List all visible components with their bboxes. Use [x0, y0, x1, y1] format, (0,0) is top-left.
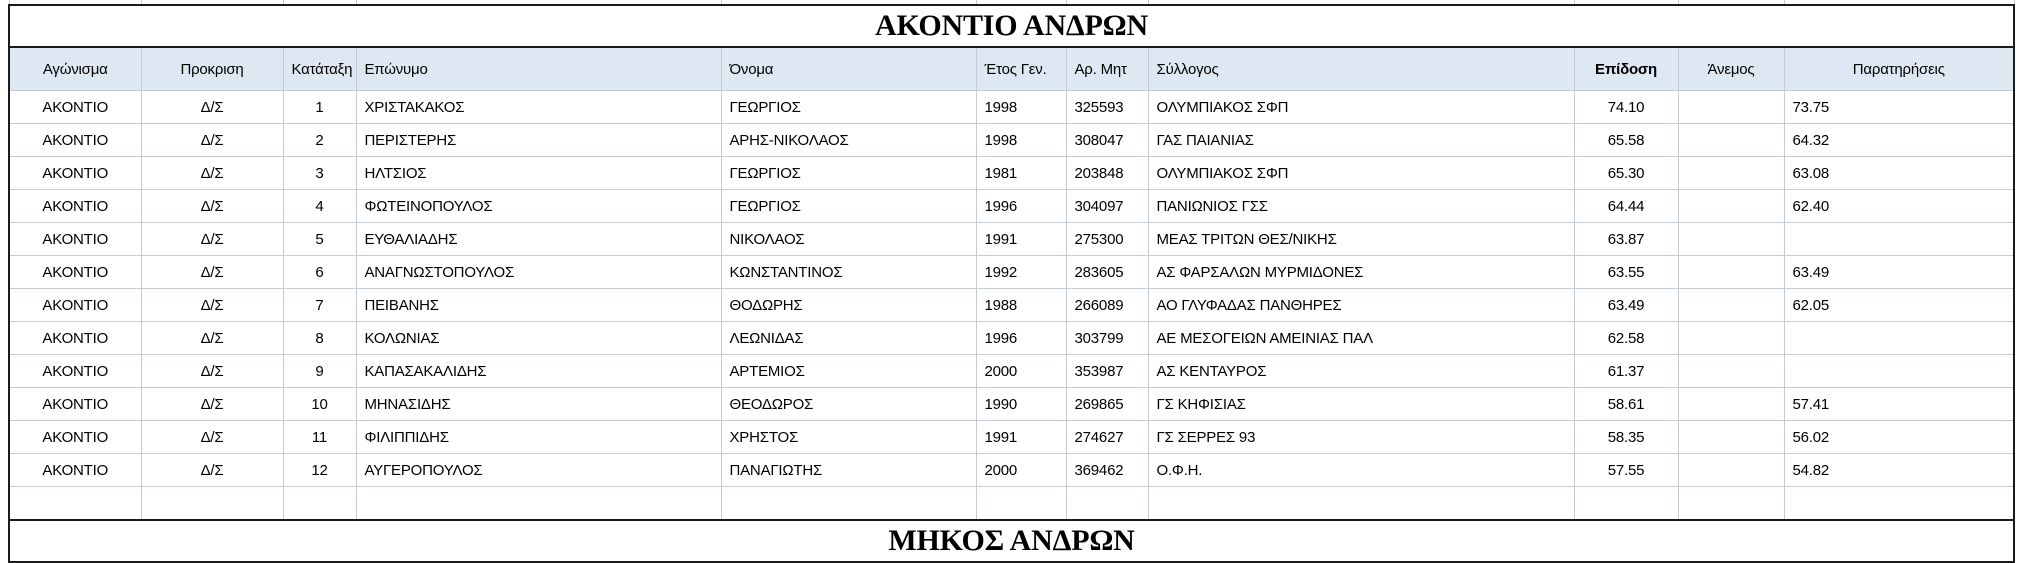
cell-event: ΑΚΟΝΤΙΟ [9, 388, 141, 421]
cell-firstname: ΑΡΗΣ-ΝΙΚΟΛΑΟΣ [721, 124, 976, 157]
column-header-rank: Κατάταξη [283, 47, 356, 91]
cell-club: ΑΟ ΓΛΥΦΑΔΑΣ ΠΑΝΘΗΡΕΣ [1148, 289, 1574, 322]
cell-qual: Δ/Σ [141, 388, 283, 421]
cell-qual: Δ/Σ [141, 355, 283, 388]
cell-surname: ΕΥΘΑΛΙΑΔΗΣ [356, 223, 721, 256]
cell-year: 1981 [976, 157, 1066, 190]
cell-notes [1784, 355, 2014, 388]
empty-row-cell [1574, 487, 1678, 521]
cell-firstname: ΘΟΔΩΡΗΣ [721, 289, 976, 322]
cell-reg: 303799 [1066, 322, 1148, 355]
cell-event: ΑΚΟΝΤΙΟ [9, 322, 141, 355]
cell-firstname: ΚΩΝΣΤΑΝΤΙΝΟΣ [721, 256, 976, 289]
cell-reg: 304097 [1066, 190, 1148, 223]
cell-rank: 11 [283, 421, 356, 454]
empty-row-cell [356, 487, 721, 521]
cell-qual: Δ/Σ [141, 289, 283, 322]
cell-surname: ΦΩΤΕΙΝΟΠΟΥΛΟΣ [356, 190, 721, 223]
cell-rank: 5 [283, 223, 356, 256]
cell-wind [1678, 157, 1784, 190]
cell-wind [1678, 223, 1784, 256]
section-title-row [9, 5, 2014, 47]
cell-notes [1784, 322, 2014, 355]
cell-year: 2000 [976, 454, 1066, 487]
cell-rank: 3 [283, 157, 356, 190]
cell-perf: 62.58 [1574, 322, 1678, 355]
result-row [9, 91, 2014, 124]
cell-notes [1784, 223, 2014, 256]
cell-firstname: ΠΑΝΑΓΙΩΤΗΣ [721, 454, 976, 487]
cell-event: ΑΚΟΝΤΙΟ [9, 124, 141, 157]
cell-firstname: ΘΕΟΔΩΡΟΣ [721, 388, 976, 421]
cell-reg: 308047 [1066, 124, 1148, 157]
cell-notes: 64.32 [1784, 124, 2014, 157]
cell-reg: 369462 [1066, 454, 1148, 487]
cell-firstname: ΝΙΚΟΛΑΟΣ [721, 223, 976, 256]
cell-qual: Δ/Σ [141, 223, 283, 256]
cell-surname: ΚΑΠΑΣΑΚΑΛΙΔΗΣ [356, 355, 721, 388]
cell-qual: Δ/Σ [141, 190, 283, 223]
table-header-row [9, 47, 2014, 91]
cell-club: ΓΣ ΣΕΡΡΕΣ 93 [1148, 421, 1574, 454]
cell-qual: Δ/Σ [141, 454, 283, 487]
cell-rank: 9 [283, 355, 356, 388]
cell-perf: 57.55 [1574, 454, 1678, 487]
cell-event: ΑΚΟΝΤΙΟ [9, 223, 141, 256]
empty-row-cell [1678, 487, 1784, 521]
next-section-title-row [9, 520, 2014, 562]
cell-notes: 63.08 [1784, 157, 2014, 190]
result-row [9, 256, 2014, 289]
cell-reg: 275300 [1066, 223, 1148, 256]
cell-perf: 63.55 [1574, 256, 1678, 289]
cell-year: 1991 [976, 223, 1066, 256]
cell-rank: 10 [283, 388, 356, 421]
cell-reg: 203848 [1066, 157, 1148, 190]
cell-club: ΓΣ ΚΗΦΙΣΙΑΣ [1148, 388, 1574, 421]
results-table [8, 0, 2015, 563]
cell-perf: 65.30 [1574, 157, 1678, 190]
cell-perf: 58.35 [1574, 421, 1678, 454]
empty-row-cell [976, 487, 1066, 521]
cell-notes: 62.05 [1784, 289, 2014, 322]
result-row [9, 355, 2014, 388]
cell-notes: 56.02 [1784, 421, 2014, 454]
cell-year: 1991 [976, 421, 1066, 454]
result-row [9, 157, 2014, 190]
cell-perf: 63.49 [1574, 289, 1678, 322]
cell-wind [1678, 421, 1784, 454]
cell-firstname: ΑΡΤΕΜΙΟΣ [721, 355, 976, 388]
cell-event: ΑΚΟΝΤΙΟ [9, 256, 141, 289]
cell-surname: ΑΝΑΓΝΩΣΤΟΠΟΥΛΟΣ [356, 256, 721, 289]
cell-firstname: ΓΕΩΡΓΙΟΣ [721, 190, 976, 223]
cell-club: ΟΛΥΜΠΙΑΚΟΣ ΣΦΠ [1148, 91, 1574, 124]
column-header-surname: Επώνυμο [356, 47, 721, 91]
column-header-year: Έτος Γεν. [976, 47, 1066, 91]
result-row [9, 388, 2014, 421]
cell-year: 1992 [976, 256, 1066, 289]
cell-surname: ΗΛΤΣΙΟΣ [356, 157, 721, 190]
column-header-qual: Προκριση [141, 47, 283, 91]
cell-qual: Δ/Σ [141, 256, 283, 289]
cell-firstname: ΛΕΩΝΙΔΑΣ [721, 322, 976, 355]
cell-wind [1678, 124, 1784, 157]
cell-firstname: ΓΕΩΡΓΙΟΣ [721, 157, 976, 190]
result-row [9, 289, 2014, 322]
cell-wind [1678, 190, 1784, 223]
cell-wind [1678, 388, 1784, 421]
cell-notes: 63.49 [1784, 256, 2014, 289]
cell-year: 1996 [976, 190, 1066, 223]
cell-rank: 12 [283, 454, 356, 487]
cell-perf: 58.61 [1574, 388, 1678, 421]
cell-event: ΑΚΟΝΤΙΟ [9, 157, 141, 190]
cell-qual: Δ/Σ [141, 322, 283, 355]
empty-row-cell [283, 487, 356, 521]
cell-year: 1988 [976, 289, 1066, 322]
cell-perf: 61.37 [1574, 355, 1678, 388]
cell-rank: 2 [283, 124, 356, 157]
empty-row-cell [1148, 487, 1574, 521]
column-header-club: Σύλλογος [1148, 47, 1574, 91]
cell-club: ΑΣ ΦΑΡΣΑΛΩΝ ΜΥΡΜΙΔΟΝΕΣ [1148, 256, 1574, 289]
cell-surname: ΠΕΡΙΣΤΕΡΗΣ [356, 124, 721, 157]
cell-club: ΟΛΥΜΠΙΑΚΟΣ ΣΦΠ [1148, 157, 1574, 190]
empty-row-cell [9, 487, 141, 521]
cell-event: ΑΚΟΝΤΙΟ [9, 421, 141, 454]
cell-perf: 74.10 [1574, 91, 1678, 124]
empty-row-cell [1784, 487, 2014, 521]
cell-year: 1990 [976, 388, 1066, 421]
cell-club: ΜΕΑΣ ΤΡΙΤΩΝ ΘΕΣ/ΝΙΚΗΣ [1148, 223, 1574, 256]
cell-event: ΑΚΟΝΤΙΟ [9, 289, 141, 322]
result-row [9, 454, 2014, 487]
column-header-perf: Επίδοση [1574, 47, 1678, 91]
cell-perf: 65.58 [1574, 124, 1678, 157]
cell-reg: 269865 [1066, 388, 1148, 421]
section-title-long-jump-men: ΜΗΚΟΣ ΑΝΔΡΩΝ [9, 520, 2014, 562]
cell-surname: ΦΙΛΙΠΠΙΔΗΣ [356, 421, 721, 454]
cell-event: ΑΚΟΝΤΙΟ [9, 355, 141, 388]
column-header-firstname: Όνομα [721, 47, 976, 91]
cell-rank: 7 [283, 289, 356, 322]
result-row [9, 190, 2014, 223]
cell-perf: 63.87 [1574, 223, 1678, 256]
cell-surname: ΠΕΙΒΑΝΗΣ [356, 289, 721, 322]
cell-surname: ΜΗΝΑΣΙΔΗΣ [356, 388, 721, 421]
cell-qual: Δ/Σ [141, 91, 283, 124]
empty-row [9, 487, 2014, 521]
cell-reg: 325593 [1066, 91, 1148, 124]
cell-year: 1996 [976, 322, 1066, 355]
cell-qual: Δ/Σ [141, 124, 283, 157]
cell-wind [1678, 289, 1784, 322]
cell-club: ΑΣ ΚΕΝΤΑΥΡΟΣ [1148, 355, 1574, 388]
cell-surname: ΧΡΙΣΤΑΚΑΚΟΣ [356, 91, 721, 124]
cell-firstname: ΧΡΗΣΤΟΣ [721, 421, 976, 454]
cell-year: 1998 [976, 91, 1066, 124]
cell-wind [1678, 454, 1784, 487]
cell-qual: Δ/Σ [141, 421, 283, 454]
column-header-event: Αγώνισμα [9, 47, 141, 91]
result-row [9, 223, 2014, 256]
column-header-wind: Άνεμος [1678, 47, 1784, 91]
cell-wind [1678, 256, 1784, 289]
cell-surname: ΑΥΓΕΡΟΠΟΥΛΟΣ [356, 454, 721, 487]
cell-event: ΑΚΟΝΤΙΟ [9, 91, 141, 124]
cell-firstname: ΓΕΩΡΓΙΟΣ [721, 91, 976, 124]
cell-qual: Δ/Σ [141, 157, 283, 190]
empty-row-cell [1066, 487, 1148, 521]
section-title-javelin-men: ΑΚΟΝΤΙΟ ΑΝΔΡΩΝ [9, 5, 2014, 47]
result-row [9, 124, 2014, 157]
cell-reg: 283605 [1066, 256, 1148, 289]
cell-wind [1678, 91, 1784, 124]
cell-year: 1998 [976, 124, 1066, 157]
cell-notes: 62.40 [1784, 190, 2014, 223]
cell-reg: 266089 [1066, 289, 1148, 322]
cell-reg: 353987 [1066, 355, 1148, 388]
cell-reg: 274627 [1066, 421, 1148, 454]
cell-club: ΓΑΣ ΠΑΙΑΝΙΑΣ [1148, 124, 1574, 157]
cell-surname: ΚΟΛΩΝΙΑΣ [356, 322, 721, 355]
cell-club: Ο.Φ.Η. [1148, 454, 1574, 487]
cell-perf: 64.44 [1574, 190, 1678, 223]
cell-rank: 6 [283, 256, 356, 289]
cell-notes: 73.75 [1784, 91, 2014, 124]
cell-notes: 57.41 [1784, 388, 2014, 421]
cell-wind [1678, 322, 1784, 355]
cell-club: ΠΑΝΙΩΝΙΟΣ ΓΣΣ [1148, 190, 1574, 223]
column-header-reg: Αρ. Μητ [1066, 47, 1148, 91]
result-row [9, 322, 2014, 355]
cell-event: ΑΚΟΝΤΙΟ [9, 190, 141, 223]
column-header-notes: Παρατηρήσεις [1784, 47, 2014, 91]
cell-rank: 8 [283, 322, 356, 355]
cell-club: ΑΕ ΜΕΣΟΓΕΙΩΝ ΑΜΕΙΝΙΑΣ ΠΑΛ [1148, 322, 1574, 355]
cell-rank: 1 [283, 91, 356, 124]
cell-event: ΑΚΟΝΤΙΟ [9, 454, 141, 487]
cell-rank: 4 [283, 190, 356, 223]
empty-row-cell [141, 487, 283, 521]
cell-notes: 54.82 [1784, 454, 2014, 487]
result-row [9, 421, 2014, 454]
empty-row-cell [721, 487, 976, 521]
cell-wind [1678, 355, 1784, 388]
cell-year: 2000 [976, 355, 1066, 388]
